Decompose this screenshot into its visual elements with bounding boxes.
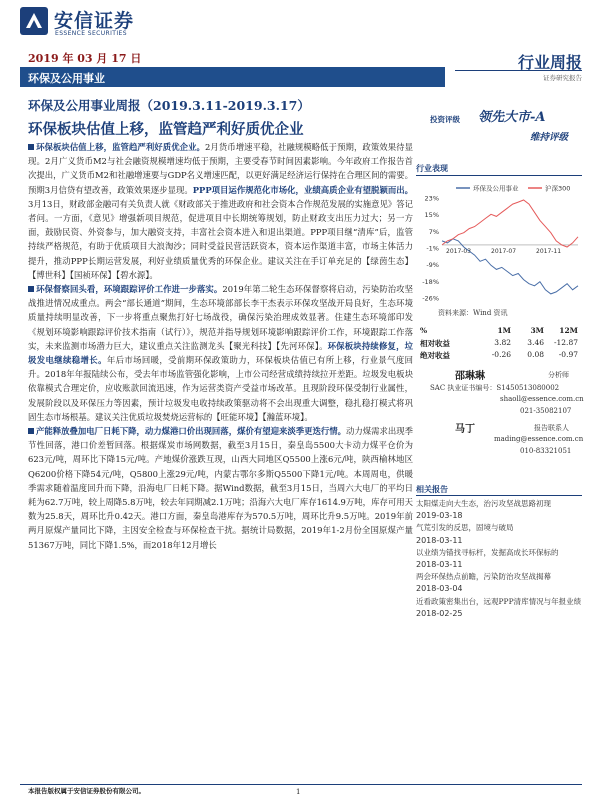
table-cell: 3.46	[527, 338, 544, 347]
logo-mark-icon	[20, 7, 48, 35]
table-row	[416, 350, 582, 362]
market-heading: 行业表现	[416, 163, 448, 173]
industry-performance-chart	[416, 180, 582, 305]
paragraph-text: 2月货币增速平稳，社融规模略低于预期，政策效果待显现。2月广义货币M2与社会融资规模增速均低于预期，主要受春节时间因素影响。今年政府工作报告首次提出，广义货币M2和社融增速要与GDP名义增速匹配，以更好满足经济运行保持在合理区间的需要。预期3月信贷有望改善，政策效果逐步显现。	[28, 142, 414, 195]
table-cell: -0.97	[558, 350, 578, 359]
report-type-rule	[455, 70, 582, 71]
paragraph-lead: 产能释放叠加电厂日耗下降，动力煤港口价出现回落，煤价有望迎来淡季更迭行情。	[36, 426, 346, 437]
body-paragraph	[28, 424, 413, 552]
report-body	[28, 140, 413, 552]
table-header-cell: 1M	[497, 326, 511, 335]
y-tick-label: -9%	[426, 261, 439, 270]
paragraph-lead: PPP项目运作规范化市场化，业绩高质企业有望脱颖而出。	[192, 184, 413, 195]
table-cell: 相对收益	[420, 339, 450, 348]
report-date: 2019 年 03 月 17 日	[28, 52, 142, 65]
related-title: 气荒引发的反思，固境与破局	[416, 523, 514, 533]
y-tick-label: 7%	[428, 227, 439, 236]
related-date: 2018-02-25	[416, 608, 463, 618]
related-date: 2019-03-18	[416, 511, 463, 521]
table-cell: 3.82	[494, 338, 511, 347]
contact-name: 马丁	[455, 424, 475, 435]
table-cell: 绝对收益	[420, 351, 450, 360]
series-line	[442, 200, 578, 247]
page-number: 1	[296, 788, 301, 796]
x-tick-label: 2017-11	[536, 247, 562, 255]
related-title: 两会环保热点前瞻，污染防治攻坚战揭幕	[416, 572, 551, 582]
logo-text: 安信证券	[54, 10, 135, 32]
bullet-square-icon	[28, 286, 34, 292]
related-heading: 相关报告	[416, 484, 448, 494]
table-header-cell: 3M	[530, 326, 544, 335]
table-row	[416, 338, 582, 350]
related-title: 以业绩为锚找寻标杆，发掘高成长环保标的	[416, 547, 559, 557]
table-cell: -0.26	[491, 350, 511, 359]
list-item[interactable]	[416, 547, 586, 571]
related-date: 2018-03-04	[416, 584, 463, 594]
legend-label: 沪深300	[545, 184, 571, 193]
related-reports-list	[416, 498, 586, 620]
y-tick-label: 15%	[424, 211, 439, 220]
table-header-row	[416, 326, 582, 338]
bullet-square-icon	[28, 144, 34, 150]
list-item[interactable]	[416, 498, 586, 522]
legend-label: 环保及公用事业	[473, 184, 519, 193]
analyst-name: 邵琳琳	[455, 371, 485, 382]
x-tick-label: 2017-07	[491, 247, 517, 255]
analyst-cert: SAC 执业证书编号：S1450513080002	[430, 384, 560, 392]
footer-copyright: 本报告版权属于安信证券股份有限公司。	[28, 787, 145, 795]
contact-email: mading@essence.com.cn	[494, 435, 584, 443]
table-cell: 0.08	[527, 350, 544, 359]
paragraph-text: 年后市场回暖，受前期环保政策助力，环保板块估值已有所上移，行业景气度回升。2018年年报陆续公布，受去年市场监管强化影响，上市公司经营成绩持续拉开差距。垃圾发电板块依靠模式合理定价，应收账款回流迅速，作为运营类资产受益市场改革。且现阶段环保受制行业属性，发展阶段以及环保压力等因素，预计垃圾发电收持续政策驱动将不会出现重大调整，稳扎稳打模式将巩固生态市场根基。建议关注优质垃圾焚烧运营标的【旺能环境】【瀚蓝环境】。	[28, 355, 413, 422]
paragraph-lead: 环保督察回头看，环境跟踪评价工作进一步落实。	[36, 284, 223, 295]
footer-rule	[20, 784, 582, 785]
rating-label: 投资评级	[430, 115, 460, 124]
performance-table	[416, 326, 582, 362]
rating-value: 领先大市-A	[478, 110, 546, 125]
report-subtitle: 证券研究报告	[543, 74, 582, 82]
related-title: 近看政策密集出台，远观PPP清库情况与年报业绩	[416, 596, 582, 606]
y-tick-label: 23%	[424, 194, 439, 203]
report-type: 行业周报	[517, 53, 582, 72]
bullet-square-icon	[28, 428, 34, 434]
list-item[interactable]	[416, 571, 586, 595]
related-date: 2018-03-11	[416, 560, 463, 570]
analyst-email: shaoll@essence.com.cn	[500, 395, 584, 403]
table-header-cell: 12M	[559, 326, 578, 335]
table-header-cell: %	[420, 326, 428, 335]
analyst-title: 分析师	[548, 371, 569, 379]
related-heading-rule	[416, 495, 582, 496]
paragraph-text: 2019年第二轮生态环保督察将启动，污染防治攻坚战推进情况成重点。两会“部长通道”期间，生态环境部部长李干杰表示环保攻坚战开局良好，生态环境质量持续明显改善，下一步将重点聚焦打好七场战役，确保污染治理成效显著。住建生态环境部印发《规划环境影响跟踪评价技术指南（试行）》，规范并指导规划环境影响跟踪评价工作，环境跟踪工作落实，未来监测市场潜力巨大，建议重点关注监测龙头【聚光科技】【先河环保】。	[28, 284, 414, 351]
body-paragraph	[28, 282, 413, 424]
report-headline: 环保板块估值上移，监管趋严利好质优企业	[28, 121, 304, 138]
related-title: 太阳煤走向大生态，治污攻坚战思路初现	[416, 499, 551, 508]
report-title: 环保及公用事业周报（2019.3.11-2019.3.17）	[28, 98, 310, 113]
paragraph-text: 3月13日，财政部金融司有关负责人就《财政部关于推进政府和社会资本合作规范发展的实施意见》答记者问。一方面，《意见》增强新项目规范，促进项目中长期统筹规划，防止财政支出压力过大；另一方面，鼓励民资、外资参与，加大融资支持，丰富社会资本进入和退出渠道。PPP项目继“清库”后，监管持续严格规范，有助于优质项目大浪淘沙；同时受益民营活跃资本，资本运作渠道丰富，市场主体活力提升，推动PPP长期运营发展，利好业绩质量优秀的环保企业。建议关注在手订单充足的【绿茵生态】【博世科】【国祯环保】【碧水源】。	[28, 198, 413, 280]
table-cell: -12.87	[553, 338, 578, 347]
rating-maintain: 维持评级	[530, 132, 569, 143]
y-tick-label: -1%	[426, 244, 439, 253]
sector-bar	[20, 67, 445, 87]
x-tick-label: 2017-03	[446, 247, 472, 255]
paragraph-lead: 环保板块持续修复，垃圾发电继续稳增长。	[28, 340, 414, 366]
market-heading-rule	[416, 175, 582, 176]
paragraph-lead: 环保板块估值上移，监管趋严利好质优企业。	[36, 142, 205, 152]
chart-source: 资料来源：Wind 资讯	[438, 309, 508, 317]
list-item[interactable]	[416, 522, 586, 546]
analyst-phone: 021-35082107	[520, 407, 572, 415]
y-tick-label: -26%	[422, 294, 439, 303]
list-item[interactable]	[416, 596, 586, 620]
contact-phone: 010-83321051	[520, 447, 572, 455]
y-tick-label: -18%	[422, 277, 439, 286]
sector-label: 环保及公用事业	[28, 72, 105, 85]
body-paragraph	[28, 140, 413, 282]
related-date: 2018-03-11	[416, 535, 463, 545]
contact-title: 报告联系人	[534, 424, 569, 432]
brand-logo	[20, 5, 180, 41]
logo-english: ESSENCE SECURITIES	[55, 30, 127, 37]
paragraph-text: 动力煤需求出现季节性回落，港口价差暂回落。根据煤炭市场网数据，截至3月15日，秦皇岛5500大卡动力煤平仓价为623元/吨，周环比下降15元/吨。产地煤价涨跌互现，山西大同地区Q5500上涨6元/吨，陕西榆林地区Q6200价格下降54元/吨，Q5800上涨29元/吨，内蒙古鄂尔多斯Q5500下降1元/吨。本周周电，供暖季需求随着温度回升而下降，沿海电厂日耗下降。据Wind数据，截至3月15日，当周六大电厂的平均日耗为62.7万吨，较上周降5.8万吨，较去年同期减2.1万吨；沿海六大电厂库存1614.9万吨，库存可用天数为25.8天，周环比升0.42天。港口方面，秦皇岛港库存为570.5万吨，周环比升9.5万吨。2019年前两月原煤产量同比下降，主因安全检查与环保检查干扰。据统计局数据，2019年1-2月份全国原煤产量51367万吨，同比下降1.5%，而2018年12月增长	[28, 426, 414, 550]
